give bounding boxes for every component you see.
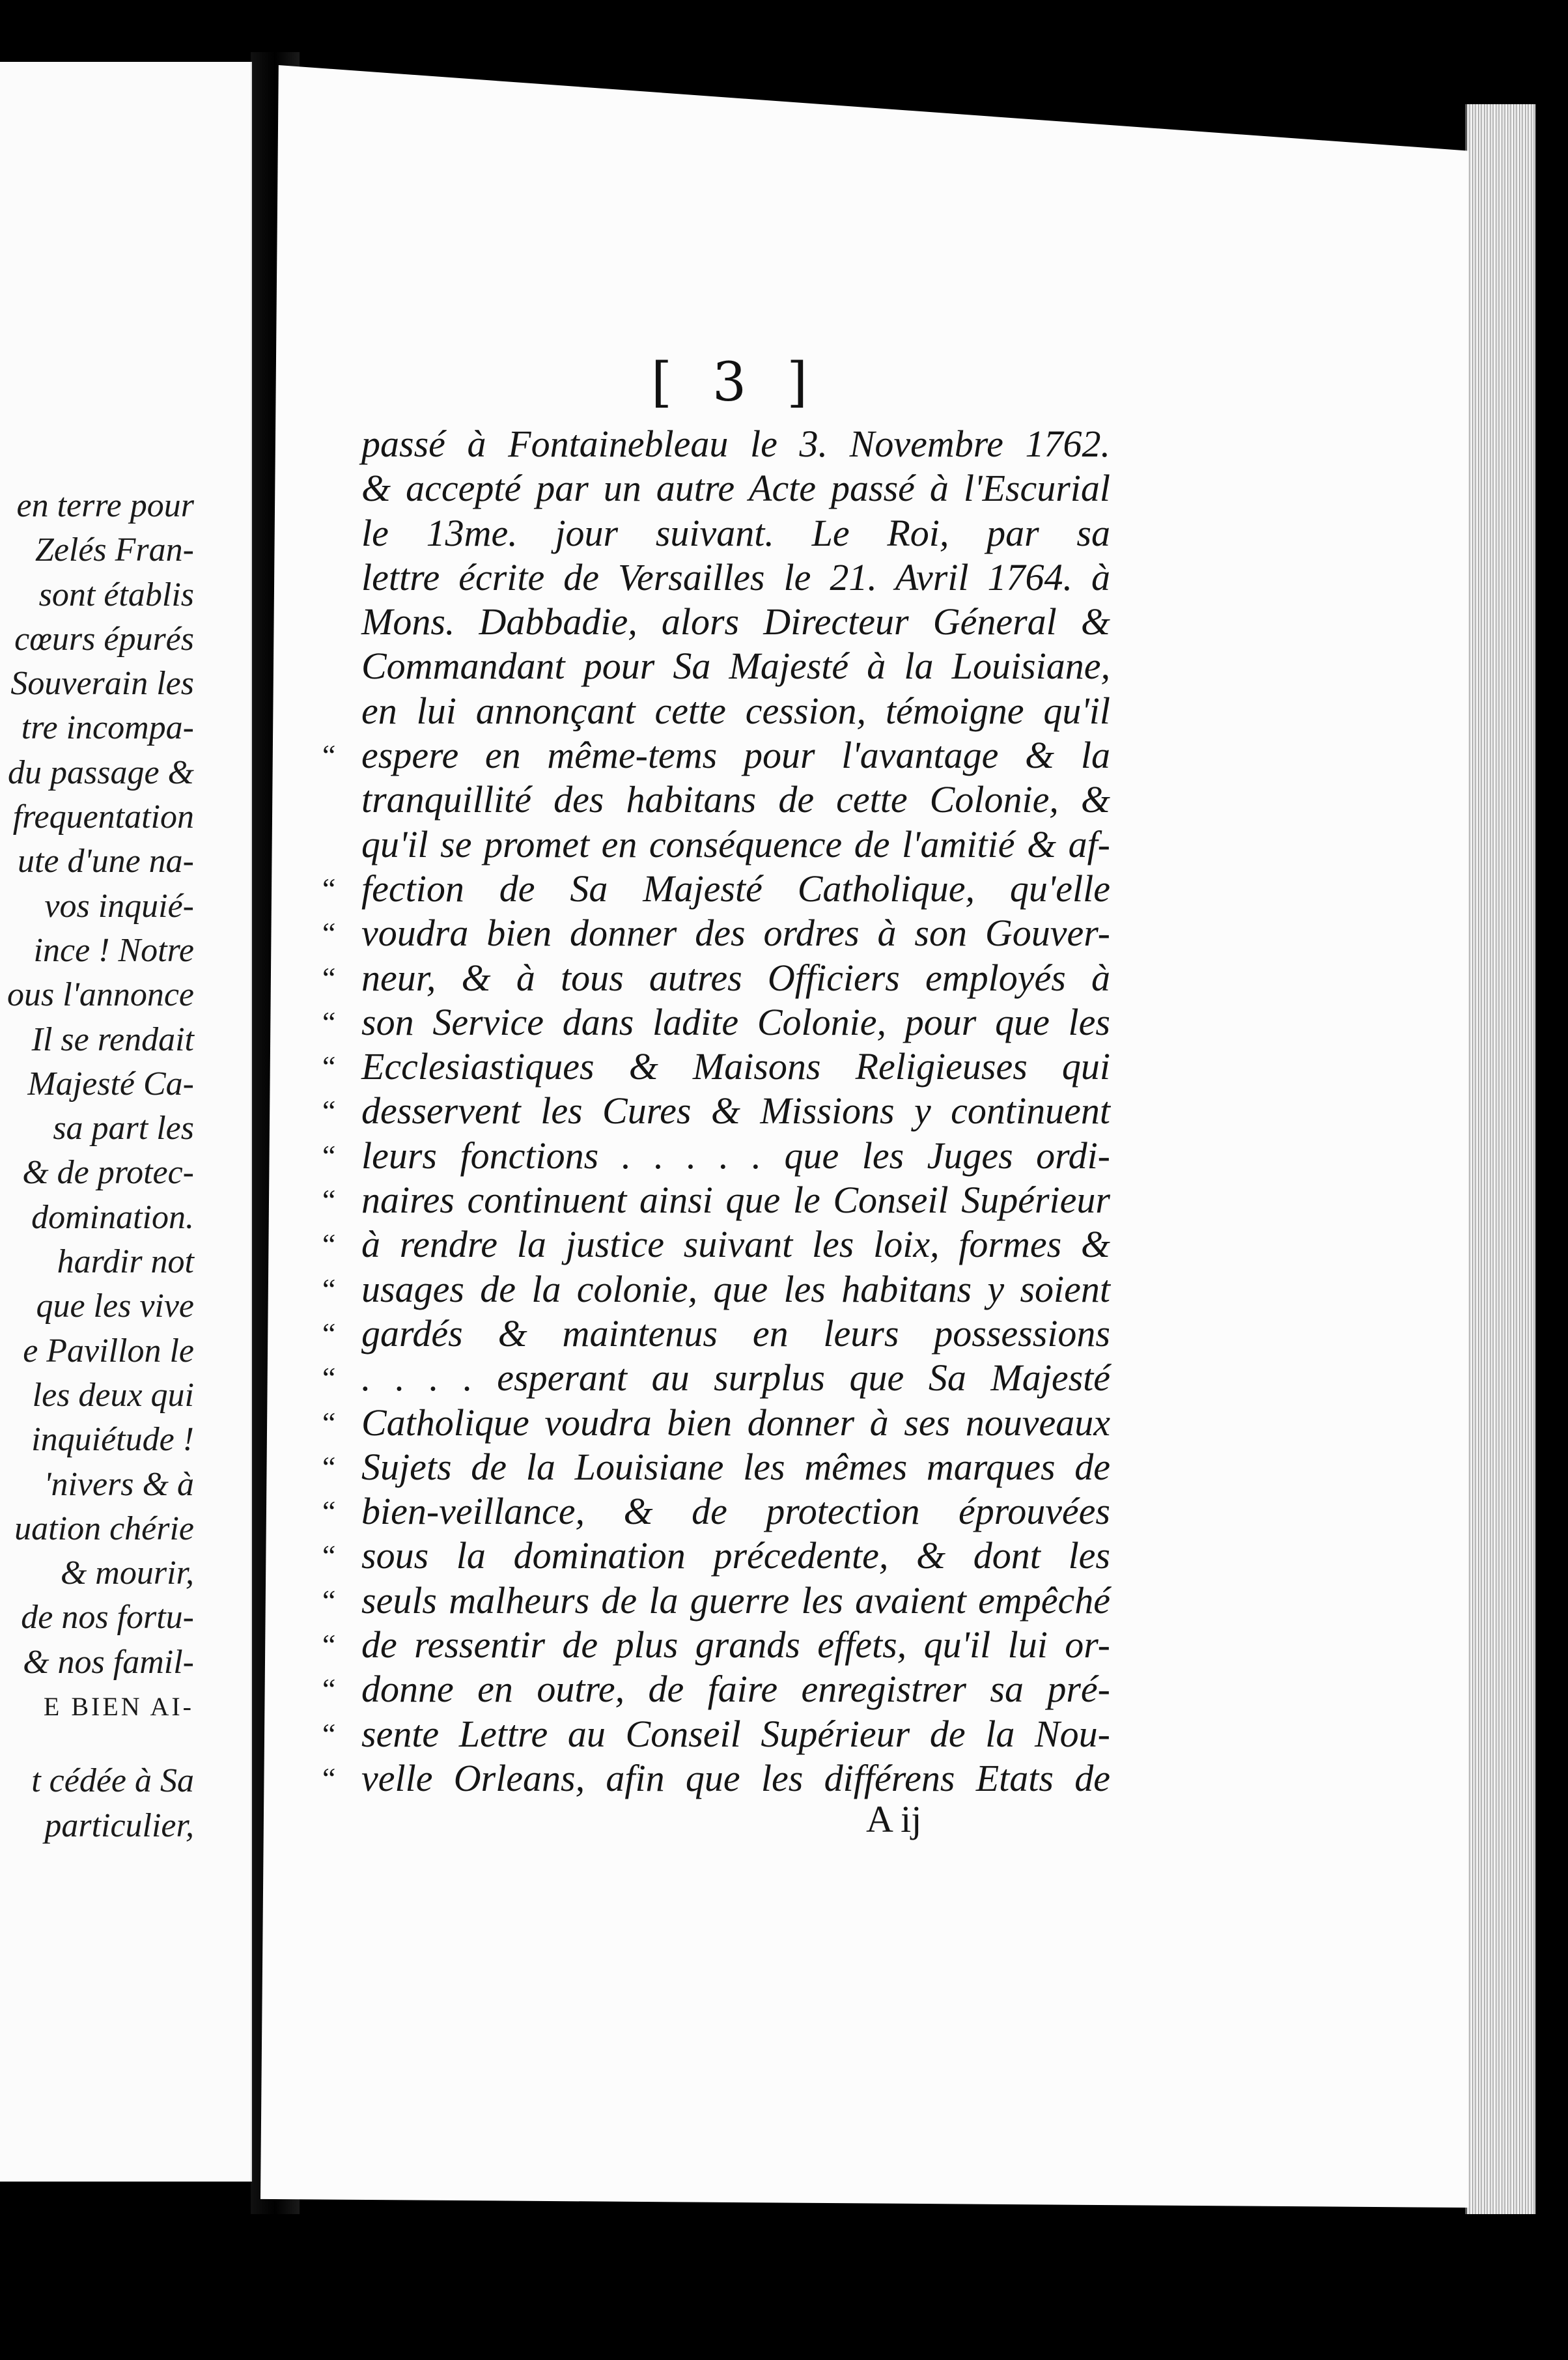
left-text-line: ute d'une na- <box>17 843 194 880</box>
text-line: “ gardés & maintenus en leurs possessions <box>361 1312 1110 1356</box>
left-text-line: & nos famil- <box>23 1643 194 1681</box>
left-text-line: Il se rendait <box>31 1020 194 1058</box>
text-line: “ desservent les Cures & Missions y continuent <box>361 1089 1110 1133</box>
text-line: Mons. Dabbadie, alors Directeur Géneral & <box>361 600 1110 643</box>
left-page-text <box>0 484 194 1848</box>
left-text-line: cœurs épurés <box>14 620 194 658</box>
left-text-line: uation chérie <box>14 1510 194 1547</box>
left-text-line: frequentation <box>12 798 194 836</box>
text-line: qu'il se promet en conséquence de l'amitié & af- <box>361 822 1110 865</box>
text-line: & accepté par un autre Acte passé à l'Escurial <box>361 467 1110 510</box>
text-line: passé à Fontainebleau le 3. Novembre 1762. <box>361 423 1110 465</box>
text-line: “ voudra bien donner des ordres à son Gouver- <box>361 911 1110 955</box>
left-text-line: tre incompa- <box>21 709 194 747</box>
left-text-line: ince ! Notre <box>33 931 194 969</box>
left-text-line: ous l'annonce <box>7 976 194 1014</box>
left-text-line: domination. <box>31 1198 194 1236</box>
left-text-line: sa part les <box>53 1110 194 1147</box>
left-text-line: & mourir, <box>60 1554 194 1592</box>
text-line: le 13me. jour suivant. Le Roi, par sa <box>361 511 1110 554</box>
text-line: Commandant pour Sa Majesté à la Louisiane, <box>361 645 1110 688</box>
left-text-line: de nos fortu- <box>21 1599 194 1637</box>
page-edges <box>1465 104 1535 2214</box>
text-line: “ donne en outre, de faire enregistrer sa pré- <box>361 1667 1110 1711</box>
left-text-line: 'nivers & à <box>44 1465 194 1503</box>
text-line: “ leurs fonctions . . . . . que les Juges ordi- <box>361 1134 1110 1178</box>
left-text-line: E BIEN AI- <box>43 1692 194 1722</box>
left-text-line: Majesté Ca- <box>27 1065 194 1103</box>
left-text-line: que les vive <box>36 1287 194 1325</box>
text-line: “ bien-veillance, & de protection éprouvées <box>361 1489 1110 1534</box>
text-line: “ seuls malheurs de la guerre les avaient empêché <box>361 1579 1110 1623</box>
text-line: “ Catholique voudra bien donner à ses nouveaux <box>361 1401 1110 1445</box>
page-number: [ 3 ] <box>651 352 820 414</box>
text-line: “ de ressentir de plus grands effets, qu'il lui or- <box>361 1623 1110 1667</box>
text-line: tranquillité des habitans de cette Colonie, & <box>361 778 1110 821</box>
left-text-line: du passage & <box>8 753 194 791</box>
text-line: “ usages de la colonie, que les habitans y soient <box>361 1267 1110 1312</box>
left-text-line: hardir not <box>57 1243 194 1281</box>
text-line: “ Ecclesiastiques & Maisons Religieuses qui <box>361 1045 1110 1089</box>
left-text-line: particulier, <box>44 1806 194 1844</box>
text-line: “ neur, & à tous autres Officiers employés à <box>361 956 1110 1000</box>
text-line: “ à rendre la justice suivant les loix, formes & <box>361 1222 1110 1267</box>
left-text-line: Souverain les <box>10 665 194 703</box>
text-line: “ naires continuent ainsi que le Conseil Supérieur <box>361 1178 1110 1222</box>
left-text-line: e Pavillon le <box>23 1332 194 1370</box>
text-line: “ son Service dans ladite Colonie, pour que les <box>361 1000 1110 1045</box>
text-line: “ velle Orleans, afin que les différens Etats de <box>361 1756 1110 1801</box>
text-line: “ Sujets de la Louisiane les mêmes marques de <box>361 1445 1110 1489</box>
left-text-line: les deux qui <box>32 1376 194 1414</box>
text-line: “ sente Lettre au Conseil Supérieur de la Nou- <box>361 1712 1110 1756</box>
left-text-line: sont établis <box>38 576 194 613</box>
text-line: en lui annonçant cette cession, témoigne qu'il <box>361 689 1110 732</box>
left-text-line: inquiétude ! <box>31 1421 194 1459</box>
right-page-text <box>361 422 1110 1801</box>
left-text-line: & de protec- <box>22 1154 194 1192</box>
left-text-line: Zelés Fran- <box>35 531 194 569</box>
text-line: “ . . . . esperant au surplus que Sa Majesté <box>361 1356 1110 1400</box>
left-text-line: vos inquié- <box>44 887 194 925</box>
signature-mark: A ij <box>866 1798 922 1840</box>
left-text-line: en terre pour <box>16 487 194 524</box>
text-line: lettre écrite de Versailles le 21. Avril 1764. à <box>361 555 1110 598</box>
text-line: “ espere en même-tems pour l'avantage & la <box>361 733 1110 778</box>
left-text-line: t cédée à Sa <box>31 1762 194 1800</box>
text-line: “ fection de Sa Majesté Catholique, qu'elle <box>361 867 1110 911</box>
text-line: “ sous la domination précedente, & dont les <box>361 1534 1110 1578</box>
left-page <box>0 62 252 2182</box>
